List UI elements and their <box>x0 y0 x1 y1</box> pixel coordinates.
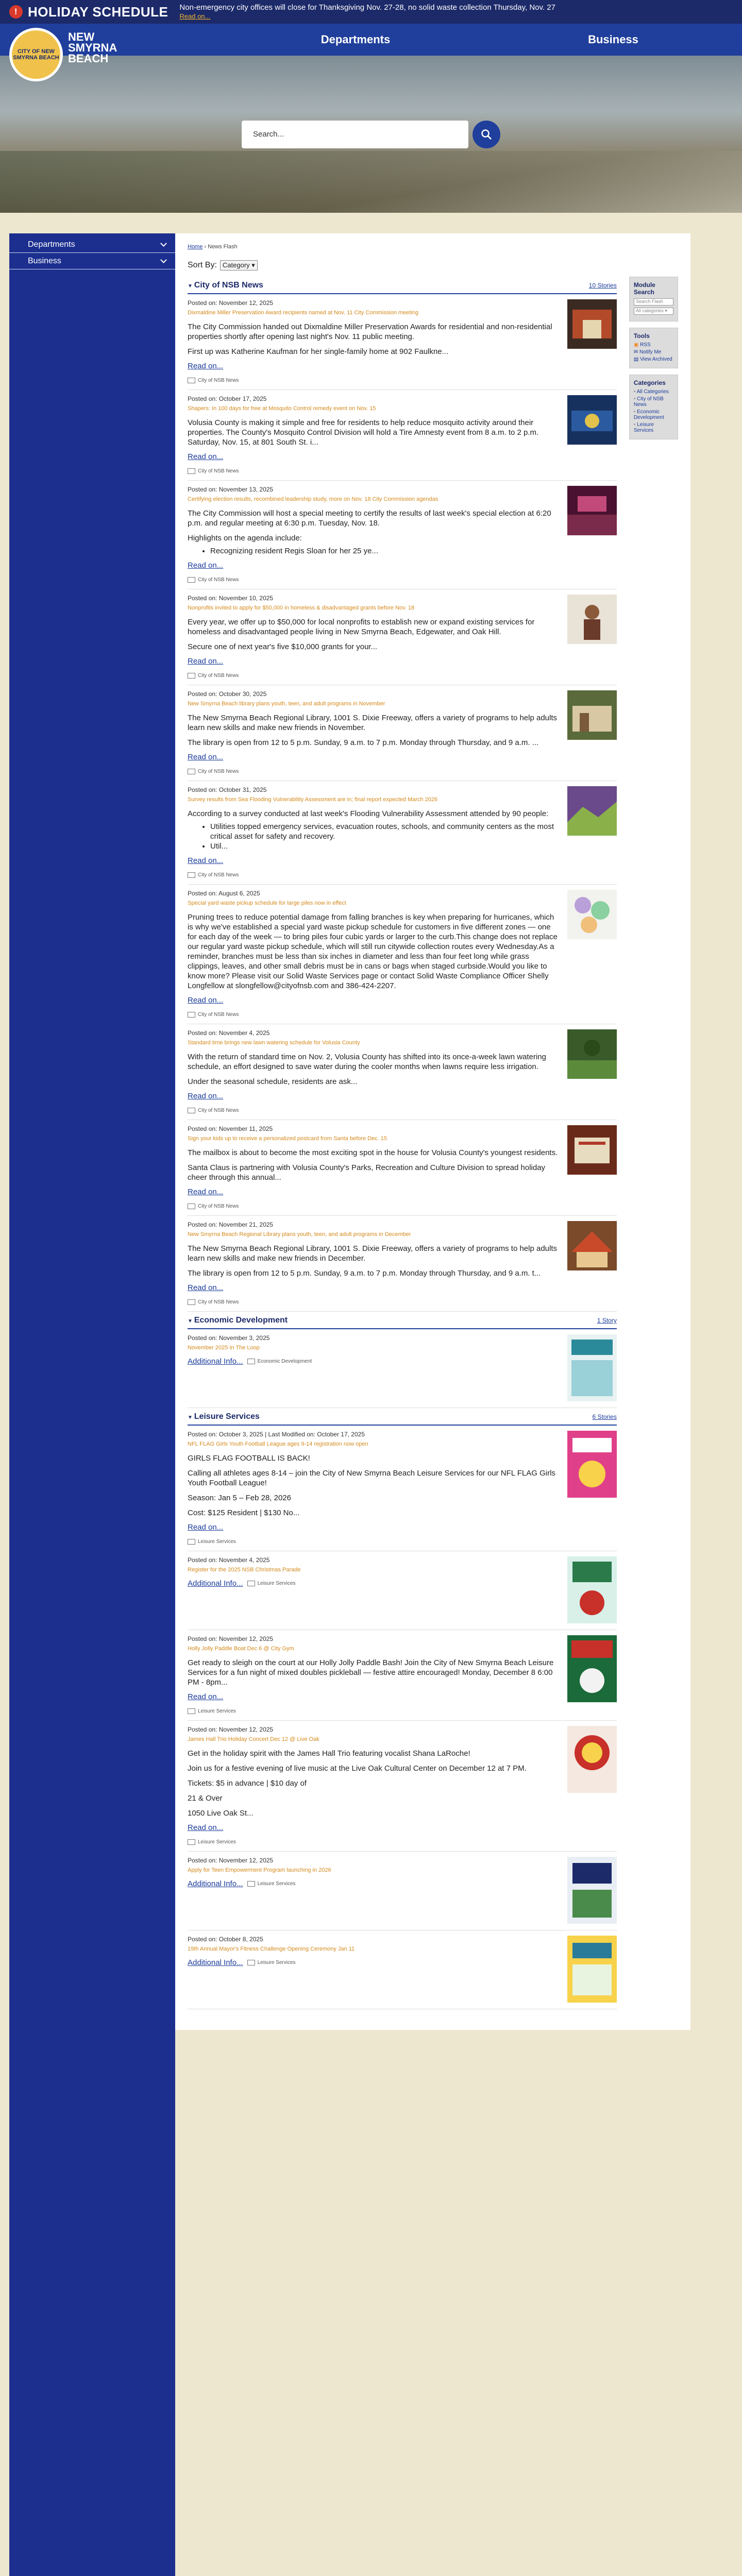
news-paragraph: Get in the holiday spirit with the James Hall Trio featuring vocalist Shana LaRoche! <box>188 1749 470 1758</box>
posted-date: Posted on: August 6, 2025 <box>188 890 260 897</box>
news-paragraph: Under the seasonal schedule, residents are ask... <box>188 1077 358 1086</box>
news-item <box>188 1852 617 1930</box>
news-thumbnail[interactable] <box>567 1556 617 1623</box>
news-title[interactable]: New Smyrna Beach library plans youth, teen, and adult programs in November <box>188 701 385 707</box>
posted-date: Posted on: October 3, 2025 | Last Modified on: October 17, 2025 <box>188 1431 365 1438</box>
posted-date: Posted on: October 8, 2025 <box>188 1936 263 1943</box>
tool-label: RSS <box>640 342 651 348</box>
news-category[interactable]: City of NSB News <box>188 378 558 383</box>
site-logo[interactable] <box>9 28 117 81</box>
news-thumbnail[interactable] <box>567 1221 617 1270</box>
news-category[interactable]: City of NSB News <box>188 1204 558 1209</box>
posted-date: Posted on: November 21, 2025 <box>188 1221 274 1228</box>
section-title: ▼ City of NSB News <box>188 281 263 290</box>
news-thumbnail[interactable] <box>567 1431 617 1498</box>
posted-date: Posted on: November 12, 2025 <box>188 1857 274 1864</box>
read-on-link[interactable]: Read on... <box>188 996 224 1005</box>
news-paragraph: The library is open from 12 to 5 p.m. Sunday, 9 a.m. to 7 p.m. Monday through Thursday, and 9 a.m. ... <box>188 738 539 747</box>
sidebar-item-business[interactable] <box>9 253 175 269</box>
tool-label: Notify Me <box>639 349 662 355</box>
news-paragraph: The City Commission will host a special meeting to certify the results of last week's special election at 6:20 p.m. and regular meeting at 6:30 p.m. Tuesday, Nov. 18. <box>188 509 551 528</box>
tools-title: Tools <box>633 332 650 340</box>
news-paragraph: The City Commission handed out Dixmaldine Miller Preservation Awards for residential and non-residential properties shortly after opening last night's Nov. 11 public meeting. <box>188 323 552 341</box>
news-paragraph: 1050 Live Oak St... <box>188 1809 254 1818</box>
news-paragraph: Cost: $125 Resident | $130 No... <box>188 1509 300 1517</box>
news-bullet: • Util... <box>210 841 558 851</box>
news-paragraph: Get ready to sleigh on the court at our Holly Jolly Paddle Bash! Join the City of New Smyrna Beach Leisure Services for a fun night of mixed doubles pickleball — festive attire encouraged! Monday, December 8 6:00 PM - 8pm... <box>188 1658 554 1687</box>
read-on-link[interactable]: Read on... <box>188 1692 224 1701</box>
read-on-link[interactable]: Read on... <box>188 856 224 865</box>
posted-date: Posted on: November 10, 2025 <box>188 595 274 602</box>
news-title[interactable]: Nonprofits invited to apply for $50,000 in homeless & disadvantaged grants before Nov. 18 <box>188 605 415 611</box>
news-text: Highlights on the agenda include: <box>188 534 302 543</box>
alert-icon: ! <box>9 5 23 19</box>
category-select[interactable]: All categories ▾ <box>634 308 673 315</box>
tool-notify-me[interactable] <box>634 349 673 355</box>
main-nav <box>227 33 742 46</box>
news-paragraph: The mailbox is about to become the most exciting spot in the house for Volusia County's youngest residents. <box>188 1148 558 1157</box>
news-item <box>188 781 617 885</box>
breadcrumb-separator: › <box>203 244 208 250</box>
news-title[interactable]: Sign your kids up to receive a personalized postcard from Santa before Dec. 15 <box>188 1136 387 1142</box>
breadcrumb-home[interactable]: Home <box>188 244 203 250</box>
news-title[interactable]: November 2025 In The Loop <box>188 1345 260 1351</box>
news-title[interactable]: Dixmaldine Miller Preservation Award recipients named at Nov. 11 City Commission meeting <box>188 310 419 316</box>
rss-icon: ▣ <box>633 342 640 348</box>
breadcrumb-current: News Flash <box>208 244 238 250</box>
news-item <box>188 1024 617 1120</box>
news-category[interactable]: Leisure Services <box>188 1839 558 1845</box>
additional-info-link[interactable]: Additional Info... <box>188 1357 243 1366</box>
news-category[interactable]: City of NSB News <box>188 673 558 679</box>
mail-icon: ✉ <box>633 349 639 355</box>
alert-title <box>9 4 168 20</box>
news-category[interactable]: Leisure Services <box>188 1539 558 1545</box>
sort-select[interactable]: Category ▾ <box>220 260 258 270</box>
news-thumbnail[interactable] <box>567 1125 617 1175</box>
news-paragraph: GIRLS FLAG FOOTBALL IS BACK! <box>188 1454 310 1463</box>
read-on-link[interactable]: Read on... <box>188 1823 224 1832</box>
news-thumbnail[interactable] <box>567 690 617 740</box>
sidebar-item-label: Departments <box>28 240 75 249</box>
read-on-link[interactable]: Read on... <box>188 753 224 761</box>
news-list <box>188 277 617 2009</box>
alert-bar <box>0 0 742 24</box>
sidebar <box>9 233 175 2576</box>
news-item <box>188 294 617 390</box>
news-thumbnail[interactable] <box>567 1857 617 1924</box>
news-title[interactable]: Register for the 2025 NSB Christmas Parade <box>188 1567 301 1573</box>
posted-date: Posted on: October 17, 2025 <box>188 395 267 402</box>
news-thumbnail[interactable] <box>567 786 617 836</box>
categories-box <box>629 375 678 439</box>
news-item <box>188 1426 617 1551</box>
posted-date: Posted on: November 4, 2025 <box>188 1029 270 1037</box>
news-title[interactable]: Survey results from Sea Flooding Vulnerability Assessment are in; final report expected March 2026 <box>188 796 438 803</box>
news-thumbnail[interactable] <box>567 1726 617 1793</box>
additional-info-link[interactable]: Additional Info... <box>188 1958 243 1967</box>
read-on-link[interactable]: Read on... <box>188 657 224 666</box>
news-title[interactable]: Special yard waste pickup schedule for large piles now in effect <box>188 900 346 906</box>
news-item <box>188 1329 617 1408</box>
module-search-title: Module Search <box>633 281 655 296</box>
read-on-link[interactable]: Read on... <box>188 1523 224 1532</box>
news-thumbnail[interactable] <box>567 890 617 939</box>
news-paragraph: Every year, we offer up to $50,000 for local nonprofits to establish new or expand existing services for homeless and disadvantaged people living in New Smyrna Beach, Edgewater, and Oak Hill. <box>188 618 535 636</box>
news-item <box>188 1630 617 1721</box>
read-on-link[interactable]: Read on... <box>188 1092 224 1100</box>
nav-departments[interactable]: Departments <box>321 33 391 46</box>
logo-line-1: NEW <box>68 30 95 43</box>
news-paragraph: 21 & Over <box>188 1794 223 1803</box>
news-item <box>188 1120 617 1216</box>
search-placeholder: Search... <box>253 130 284 139</box>
logo-name <box>68 31 117 64</box>
sidebar-item-departments[interactable] <box>9 236 175 253</box>
news-item <box>188 885 617 1024</box>
news-category[interactable]: City of NSB News <box>188 577 558 583</box>
news-category[interactable]: City of NSB News <box>188 872 558 878</box>
news-thumbnail[interactable] <box>567 1936 617 2003</box>
read-on-link[interactable]: Read on... <box>188 452 224 461</box>
posted-date: Posted on: November 11, 2025 <box>188 1125 273 1132</box>
read-on-link[interactable]: Read on... <box>188 1283 224 1292</box>
additional-info-link[interactable]: Additional Info... <box>188 1579 243 1588</box>
news-paragraph: With the return of standard time on Nov. 2, Volusia County has shifted into its once-a-week lawn watering schedule, an effort designed to save water during the cooler months when lawns require less irrigation. <box>188 1053 546 1071</box>
news-title[interactable]: Apply for Teen Empowerment Program launching in 2026 <box>188 1867 331 1873</box>
news-title[interactable]: Standard time brings new lawn watering schedule for Volusia County <box>188 1040 360 1046</box>
site-search <box>242 121 500 148</box>
news-thumbnail[interactable] <box>567 595 617 644</box>
sidebar-item-label: Business <box>28 256 61 265</box>
posted-date: Posted on: October 31, 2025 <box>188 786 267 793</box>
logo-line-2: SMYRNA <box>68 41 117 54</box>
tool-label: View Archived <box>640 357 672 362</box>
category-link[interactable]: • City of NSB News <box>634 396 673 408</box>
news-item <box>188 1721 617 1852</box>
read-on-link[interactable]: Read on... <box>188 362 224 370</box>
news-paragraph: Secure one of next year's five $10,000 grants for your... <box>188 642 378 651</box>
sort-by <box>188 260 678 270</box>
read-on-link[interactable]: Read on... <box>188 1188 224 1196</box>
archive-icon: ▤ <box>633 357 640 362</box>
section-title: ▼ Economic Development <box>188 1316 288 1325</box>
search-icon <box>481 129 492 140</box>
module-search-input[interactable]: Search Flash <box>634 298 673 306</box>
news-category[interactable]: City of NSB News <box>188 1299 558 1305</box>
nav-business[interactable]: Business <box>588 33 638 46</box>
news-title[interactable]: Certifying election results, recombined leadership study, more on Nov. 18 City Commission agendas <box>188 496 439 502</box>
posted-date: Posted on: November 12, 2025 <box>188 1635 274 1642</box>
section-count[interactable]: 1 Story <box>597 1317 617 1324</box>
posted-date: Posted on: October 30, 2025 <box>188 690 267 698</box>
main-content <box>175 233 690 2030</box>
news-category[interactable]: City of NSB News <box>188 1108 558 1113</box>
news-paragraph: First up was Katherine Kaufman for her single-family home at 902 Faulkne... <box>188 347 449 356</box>
news-category[interactable]: City of NSB News <box>188 769 558 774</box>
breadcrumb <box>188 244 678 250</box>
chevron-down-icon <box>160 257 167 263</box>
alert-message <box>179 3 555 21</box>
alert-message-text: Non-emergency city offices will close for Thanksgiving Nov. 27-28, no solid waste collection Thursday, Nov. 27 <box>179 3 555 12</box>
news-title[interactable]: James Hall Trio Holiday Concert Dec 12 @ Live Oak <box>188 1736 319 1742</box>
news-paragraph: Join us for a festive evening of live music at the Live Oak Cultural Center on December 12 at 7 PM. <box>188 1764 527 1773</box>
content-wrap <box>9 233 721 2576</box>
news-item <box>188 390 617 481</box>
read-on-link[interactable]: Read on... <box>188 561 224 570</box>
news-paragraph: Calling all athletes ages 8-14 – join the City of New Smyrna Beach Leisure Services for our NFL FLAG Girls Youth Football League! <box>188 1469 555 1487</box>
news-item <box>188 481 617 589</box>
news-category[interactable]: Economic Development <box>247 1359 312 1364</box>
module-search-box <box>629 277 678 321</box>
section-count[interactable]: 10 Stories <box>588 282 617 289</box>
news-title[interactable]: NFL FLAG Girls Youth Football League ages 9-14 registration now open <box>188 1441 368 1447</box>
news-item <box>188 1930 617 2009</box>
right-column <box>629 277 678 446</box>
category-link[interactable]: • Leisure Services <box>634 422 673 433</box>
posted-date: Posted on: November 3, 2025 <box>188 1334 270 1342</box>
news-paragraph: Tickets: $5 in advance | $10 day of <box>188 1779 307 1788</box>
news-thumbnail[interactable] <box>567 395 617 445</box>
category-select-value: All categories <box>635 308 664 313</box>
categories-title: Categories <box>633 379 666 386</box>
posted-date: Posted on: November 13, 2025 <box>188 486 274 493</box>
section-header[interactable] <box>188 279 617 294</box>
news-category[interactable]: Leisure Services <box>247 1881 296 1887</box>
section-title: ▼ Leisure Services <box>188 1412 260 1421</box>
news-thumbnail[interactable] <box>567 299 617 349</box>
chevron-down-icon <box>160 240 167 247</box>
news-title[interactable]: New Smyrna Beach Regional Library plans youth, teen, and adult programs in December <box>188 1231 411 1238</box>
news-category[interactable]: Leisure Services <box>247 1581 296 1586</box>
section-header[interactable] <box>188 1410 617 1426</box>
news-paragraph: Pruning trees to reduce potential damage from falling branches is key when preparing for hurricanes, which is why we've established a special yard waste pickup schedule for customers in five different zones — one for each day of the week — to bring piles four cubic yards or larger to the curb.This change does not replace our regular yard waste pickup schedule, which will still run citywide collection routes every Wednesday.As a reminder, branches must be less than six inches in diameter and less than four feet long while grass clippings, leaves, and other small debris must be in cans or bags when staged curbside.Would you like to know more? Please visit our Solid Waste Services page or contact Solid Waste Compliance Officer Shelly Longfellow at slongfellow@cityofnsb.com and 386-424-2207. <box>188 913 558 990</box>
news-title[interactable]: Holly Jolly Paddle Boat Dec 6 @ City Gym <box>188 1646 294 1652</box>
content-band <box>0 213 742 2576</box>
news-category[interactable]: Leisure Services <box>247 1960 296 1965</box>
news-item <box>188 1216 617 1312</box>
news-item <box>188 589 617 685</box>
additional-info-link[interactable]: Additional Info... <box>188 1879 243 1888</box>
news-category[interactable]: City of NSB News <box>188 1012 558 1018</box>
news-thumbnail[interactable] <box>567 486 617 535</box>
category-link[interactable]: • All Categories <box>634 389 673 395</box>
section-header[interactable] <box>188 1314 617 1329</box>
seal-text: CITY OF NEW SMYRNA BEACH <box>13 48 59 61</box>
news-item <box>188 1551 617 1630</box>
alert-read-on-link[interactable]: Read on... <box>179 12 211 20</box>
posted-date: Posted on: November 4, 2025 <box>188 1556 270 1564</box>
news-item <box>188 685 617 781</box>
section-count[interactable]: 6 Stories <box>592 1413 617 1420</box>
sort-label: Sort By: <box>188 261 217 269</box>
category-link[interactable]: • Economic Development <box>634 409 673 420</box>
logo-line-3: BEACH <box>68 52 109 65</box>
news-paragraph <box>188 533 558 556</box>
news-paragraph <box>188 809 558 851</box>
search-button[interactable] <box>473 121 500 148</box>
news-paragraph: Season: Jan 5 – Feb 28, 2026 <box>188 1494 291 1502</box>
sort-selected-value: Category <box>222 261 250 269</box>
tool-view-archived[interactable] <box>634 357 673 362</box>
news-title[interactable]: Shapers: In 100 days for free at Mosquito Control remedy event on Nov. 15 <box>188 405 376 412</box>
news-thumbnail[interactable] <box>567 1334 617 1401</box>
tools-box <box>629 328 678 368</box>
city-seal-icon <box>9 28 63 81</box>
alert-title-text: HOLIDAY SCHEDULE <box>28 4 168 20</box>
news-category[interactable]: City of NSB News <box>188 468 558 474</box>
news-paragraph: The library is open from 12 to 5 p.m. Sunday, 9 a.m. to 7 p.m. Monday through Thursday, and 9 a.m. t... <box>188 1269 541 1278</box>
news-bullet: • Utilities topped emergency services, evacuation routes, schools, and community centers as the most critical asset for safety and recovery. <box>210 822 558 841</box>
posted-date: Posted on: November 12, 2025 <box>188 299 274 307</box>
news-layout <box>188 277 678 2009</box>
news-paragraph: The New Smyrna Beach Regional Library, 1001 S. Dixie Freeway, offers a variety of programs to help adults learn new skills and make new friends in December. <box>188 1244 558 1263</box>
news-text: According to a survey conducted at last week's Flooding Vulnerability Assessment attended by 90 people: <box>188 809 549 818</box>
site-header <box>0 24 742 65</box>
news-paragraph: Santa Claus is partnering with Volusia County's Parks, Recreation and Culture Division to spread holiday cheer through this annual... <box>188 1163 546 1182</box>
news-category[interactable]: Leisure Services <box>188 1708 558 1714</box>
news-bullet: • Recognizing resident Regis Sloan for her 25 ye... <box>210 546 558 556</box>
news-paragraph: The New Smyrna Beach Regional Library, 1001 S. Dixie Freeway, offers a variety of programs to help adults learn new skills and make new friends in November. <box>188 714 558 732</box>
news-thumbnail[interactable] <box>567 1635 617 1702</box>
news-paragraph: Volusia County is making it simple and free for residents to help reduce mosquito activity around their properties. The County's Mosquito Control Division will hold a Tire Amnesty event from 8 a.m. to 2 p.m. Saturday, Nov. 15, at 801 South St. i... <box>188 418 539 447</box>
news-thumbnail[interactable] <box>567 1029 617 1079</box>
posted-date: Posted on: November 12, 2025 <box>188 1726 274 1733</box>
tool-rss[interactable] <box>634 342 673 348</box>
search-input[interactable] <box>242 121 468 148</box>
news-title[interactable]: 19th Annual Mayor's Fitness Challenge Opening Ceremony Jan 11 <box>188 1946 355 1952</box>
